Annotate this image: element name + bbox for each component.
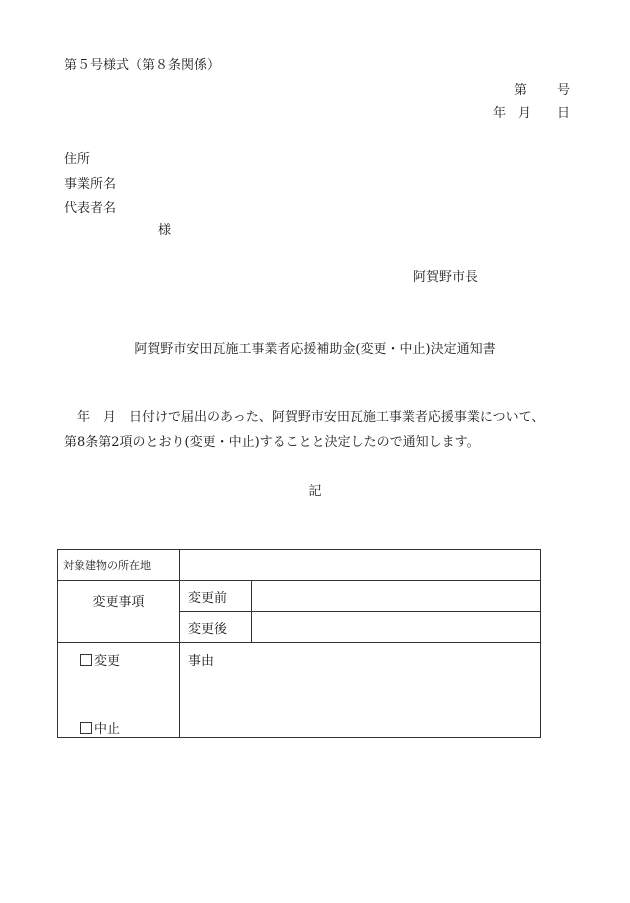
recipient-address-label: 住所: [64, 152, 91, 167]
form-number: 第５号様式（第８条関係）: [64, 58, 221, 73]
document-title: 阿賀野市安田瓦施工事業者応援補助金(変更・中止)決定通知書: [134, 342, 496, 357]
before-change-label: 変更前: [180, 581, 252, 612]
after-change-label: 変更後: [180, 612, 252, 643]
change-items-label: 変更事項: [58, 581, 180, 643]
table-row: [58, 581, 541, 612]
location-label: 対象建物の所在地: [58, 550, 180, 581]
date-year: 年: [492, 106, 506, 121]
location-value-field[interactable]: [180, 550, 541, 581]
recipient-honorific: 様: [158, 223, 172, 238]
ki-heading: 記: [308, 484, 322, 499]
document-number-prefix: 第: [513, 83, 527, 98]
recipient-office-label: 事業所名: [64, 177, 117, 192]
options-cell: [58, 643, 180, 738]
change-option[interactable]: [80, 650, 120, 669]
date-month: 月: [517, 106, 531, 121]
change-checkbox[interactable]: [80, 654, 92, 666]
cancel-checkbox[interactable]: [80, 722, 92, 734]
cancel-option[interactable]: [80, 718, 120, 737]
cancel-option-label: 中止: [94, 722, 121, 737]
date-day: 日: [556, 106, 570, 121]
document-number: [514, 84, 570, 97]
recipient-representative-label: 代表者名: [64, 201, 117, 216]
before-change-field[interactable]: [252, 581, 541, 612]
table-row: [58, 643, 541, 738]
body-text-line-1: 年 月 日付けで届出のあった、阿賀野市安田瓦施工事業者応援事業について、: [64, 410, 545, 425]
reason-field[interactable]: [180, 643, 541, 738]
issuer-name: 阿賀野市長: [413, 270, 479, 285]
issue-date: [493, 107, 570, 120]
change-option-label: 変更: [94, 654, 121, 669]
document-number-suffix: 号: [556, 83, 570, 98]
details-table: [57, 549, 541, 738]
reason-label: 事由: [188, 654, 215, 669]
body-text-line-2: 第8条第2項のとおり(変更・中止)することと決定したので通知します。: [64, 435, 480, 450]
after-change-field[interactable]: [252, 612, 541, 643]
table-row: [58, 550, 541, 581]
